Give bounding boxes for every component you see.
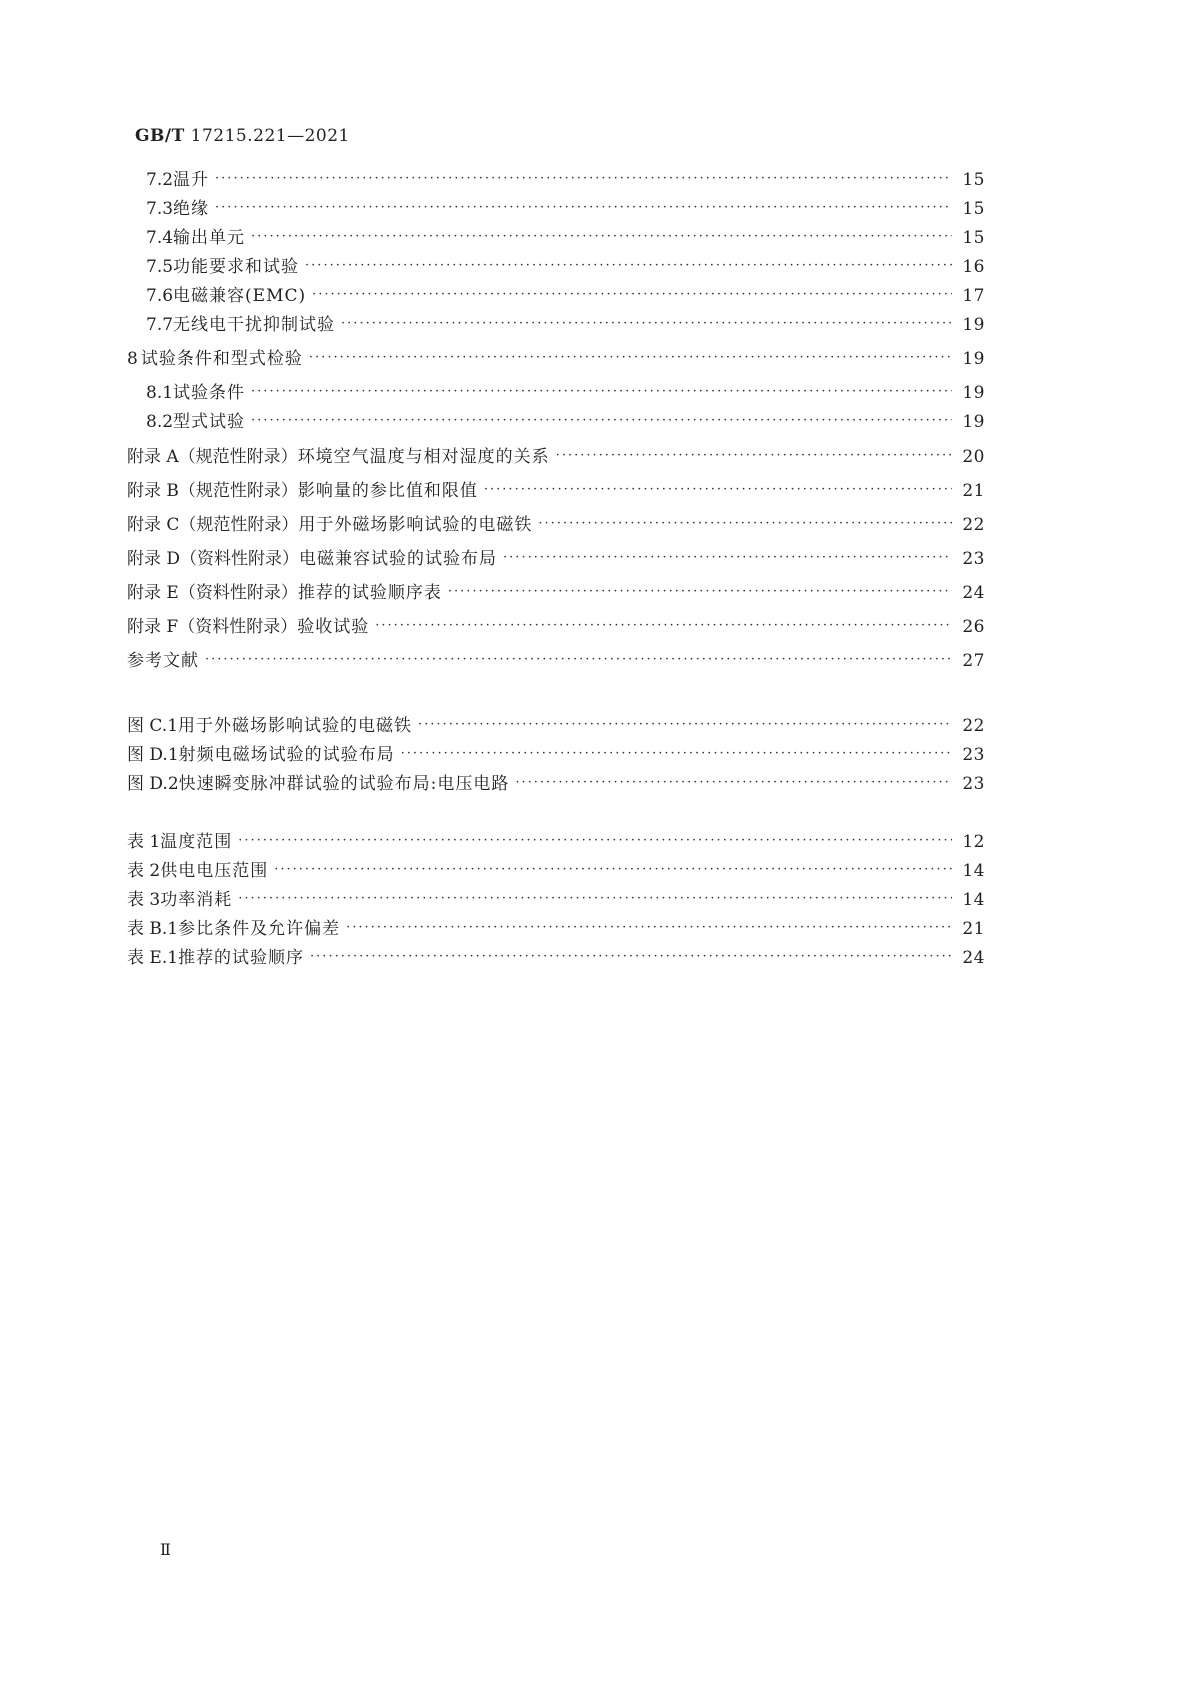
toc-entry-number: 7.7 xyxy=(146,315,174,335)
toc-entry-bibliography[interactable] xyxy=(127,650,985,674)
toc-entry-page: 19 xyxy=(962,315,985,335)
toc-entry-figure-d-2[interactable] xyxy=(127,773,985,797)
toc-entry-title: 推荐的试验顺序 xyxy=(178,948,305,968)
toc-entry-7-3[interactable] xyxy=(146,198,985,222)
toc-entry-table-1[interactable] xyxy=(127,831,985,855)
toc-entry-title: 用于外磁场影响试验的电磁铁 xyxy=(178,716,413,736)
toc-entry-number: 附录 C（规范性附录） xyxy=(127,515,299,535)
toc-entry-page: 14 xyxy=(962,861,985,881)
toc-entry-title: 功率消耗 xyxy=(160,890,233,910)
dot-leader xyxy=(401,743,953,765)
toc-entry-page: 24 xyxy=(962,948,985,968)
toc-entry-page: 23 xyxy=(962,745,985,765)
toc-entry-title: 绝缘 xyxy=(173,199,210,219)
toc-entry-title: 快速瞬变脉冲群试验的试验布局:电压电路 xyxy=(178,774,510,794)
toc-entry-7-4[interactable] xyxy=(146,227,985,251)
toc-entry-annex-a[interactable] xyxy=(127,446,985,470)
toc-entry-page: 14 xyxy=(962,890,985,910)
dot-leader xyxy=(418,714,952,736)
dot-leader xyxy=(538,513,952,535)
dot-leader xyxy=(346,917,952,939)
dot-leader xyxy=(448,581,953,603)
toc-entry-number: 附录 D（资料性附录） xyxy=(127,549,300,569)
toc-entry-page: 21 xyxy=(962,919,985,939)
toc-entry-number: 表 B.1 xyxy=(127,919,179,939)
toc-entry-title: 温度范围 xyxy=(160,832,233,852)
toc-entry-page: 24 xyxy=(962,583,985,603)
standard-number: 17215.221—2021 xyxy=(190,126,350,146)
dot-leader xyxy=(305,255,952,277)
toc-entry-page: 19 xyxy=(962,349,985,369)
toc-entry-page: 19 xyxy=(962,412,985,432)
dot-leader xyxy=(238,888,952,910)
toc-entry-number: 7.3 xyxy=(146,199,174,219)
toc-entry-title: 电磁兼容试验的试验布局 xyxy=(299,549,498,569)
toc-entry-number: 图 D.1 xyxy=(127,745,179,765)
toc-entry-page: 22 xyxy=(962,515,985,535)
toc-entry-8-2[interactable] xyxy=(146,411,985,435)
toc-entry-title: 温升 xyxy=(173,170,210,190)
dot-leader xyxy=(238,830,952,852)
dot-leader xyxy=(310,946,952,968)
toc-entry-number: 8 xyxy=(127,349,138,369)
dot-leader xyxy=(556,445,953,467)
toc-entry-page: 15 xyxy=(962,199,985,219)
toc-entry-table-2[interactable] xyxy=(127,860,985,884)
dot-leader xyxy=(251,381,952,403)
toc-entry-table-3[interactable] xyxy=(127,889,985,913)
toc-entry-title: 用于外磁场影响试验的电磁铁 xyxy=(298,515,533,535)
dot-leader xyxy=(251,226,952,248)
dot-leader xyxy=(484,479,952,501)
dot-leader xyxy=(215,197,952,219)
toc-entry-number: 8.1 xyxy=(146,383,174,403)
standard-code: GB/T xyxy=(135,126,185,146)
toc-entry-page: 23 xyxy=(962,774,985,794)
toc-entry-number: 8.2 xyxy=(146,412,174,432)
dot-leader xyxy=(503,547,952,569)
toc-entry-annex-e[interactable] xyxy=(127,582,985,606)
standard-header xyxy=(135,126,350,146)
dot-leader xyxy=(375,615,952,637)
toc-entry-title: 电磁兼容(EMC) xyxy=(173,286,307,306)
toc-entry-8[interactable] xyxy=(127,348,985,372)
toc-entry-number: 7.5 xyxy=(146,257,174,277)
toc-entry-number: 附录 E（资料性附录） xyxy=(127,583,298,603)
toc-entry-page: 26 xyxy=(962,617,985,637)
dot-leader xyxy=(309,347,952,369)
toc-entry-number: 表 3 xyxy=(127,890,161,910)
toc-entry-annex-c[interactable] xyxy=(127,514,985,538)
toc-entry-8-1[interactable] xyxy=(146,382,985,406)
dot-leader xyxy=(515,772,952,794)
toc-entry-page: 15 xyxy=(962,170,985,190)
toc-entry-page: 15 xyxy=(962,228,985,248)
toc-entry-title: 试验条件和型式检验 xyxy=(140,349,303,369)
toc-entry-title: 影响量的参比值和限值 xyxy=(297,481,478,501)
toc-entry-7-6[interactable] xyxy=(146,285,985,309)
toc-entry-7-5[interactable] xyxy=(146,256,985,280)
toc-entry-figure-c-1[interactable] xyxy=(127,715,985,739)
toc-entry-table-b-1[interactable] xyxy=(127,918,985,942)
toc-entry-7-2[interactable] xyxy=(146,169,985,193)
toc-entry-title: 射频电磁场试验的试验布局 xyxy=(178,745,395,765)
toc-entry-title: 无线电干扰抑制试验 xyxy=(173,315,336,335)
toc-entry-annex-b[interactable] xyxy=(127,480,985,504)
dot-leader xyxy=(205,649,952,671)
dot-leader xyxy=(274,859,952,881)
toc-entry-title: 环境空气温度与相对湿度的关系 xyxy=(297,447,550,467)
toc-entry-page: 27 xyxy=(962,651,985,671)
toc-entry-title: 试验条件 xyxy=(173,383,246,403)
toc-entry-annex-d[interactable] xyxy=(127,548,985,572)
toc-entry-number: 7.2 xyxy=(146,170,174,190)
toc-entry-table-e-1[interactable] xyxy=(127,947,985,971)
dot-leader xyxy=(251,410,952,432)
toc-entry-title: 功能要求和试验 xyxy=(173,257,300,277)
toc-entry-page: 21 xyxy=(962,481,985,501)
toc-entry-page: 16 xyxy=(962,257,985,277)
toc-entry-title: 型式试验 xyxy=(173,412,246,432)
page-number: Ⅱ xyxy=(160,1540,171,1559)
toc-entry-title: 输出单元 xyxy=(173,228,246,248)
toc-entry-number: 图 D.2 xyxy=(127,774,179,794)
toc-entry-number: 7.6 xyxy=(146,286,174,306)
toc-entry-title: 供电电压范围 xyxy=(160,861,269,881)
toc-entry-page: 19 xyxy=(962,383,985,403)
toc-entry-number: 附录 F（资料性附录） xyxy=(127,617,298,637)
toc-entry-page: 17 xyxy=(962,286,985,306)
dot-leader xyxy=(312,284,952,306)
toc-entry-title: 参考文献 xyxy=(127,651,199,671)
toc-entry-number: 表 1 xyxy=(127,832,161,852)
toc-entry-figure-d-1[interactable] xyxy=(127,744,985,768)
toc-entry-number: 附录 B（规范性附录） xyxy=(127,481,298,501)
dot-leader xyxy=(341,313,952,335)
toc-entry-title: 推荐的试验顺序表 xyxy=(297,583,442,603)
toc-entry-annex-f[interactable] xyxy=(127,616,985,640)
toc-entry-title: 验收试验 xyxy=(297,617,370,637)
toc-entry-number: 表 E.1 xyxy=(127,948,179,968)
toc-entry-number: 表 2 xyxy=(127,861,161,881)
toc-entry-number: 附录 A（规范性附录） xyxy=(127,447,298,467)
toc-entry-number: 图 C.1 xyxy=(127,716,179,736)
toc-entry-7-7[interactable] xyxy=(146,314,985,338)
toc-entry-page: 20 xyxy=(962,447,985,467)
toc-entry-title: 参比条件及允许偏差 xyxy=(178,919,341,939)
dot-leader xyxy=(215,168,952,190)
toc-entry-page: 12 xyxy=(962,832,985,852)
toc-entry-page: 22 xyxy=(962,716,985,736)
toc-entry-number: 7.4 xyxy=(146,228,174,248)
toc-entry-page: 23 xyxy=(962,549,985,569)
